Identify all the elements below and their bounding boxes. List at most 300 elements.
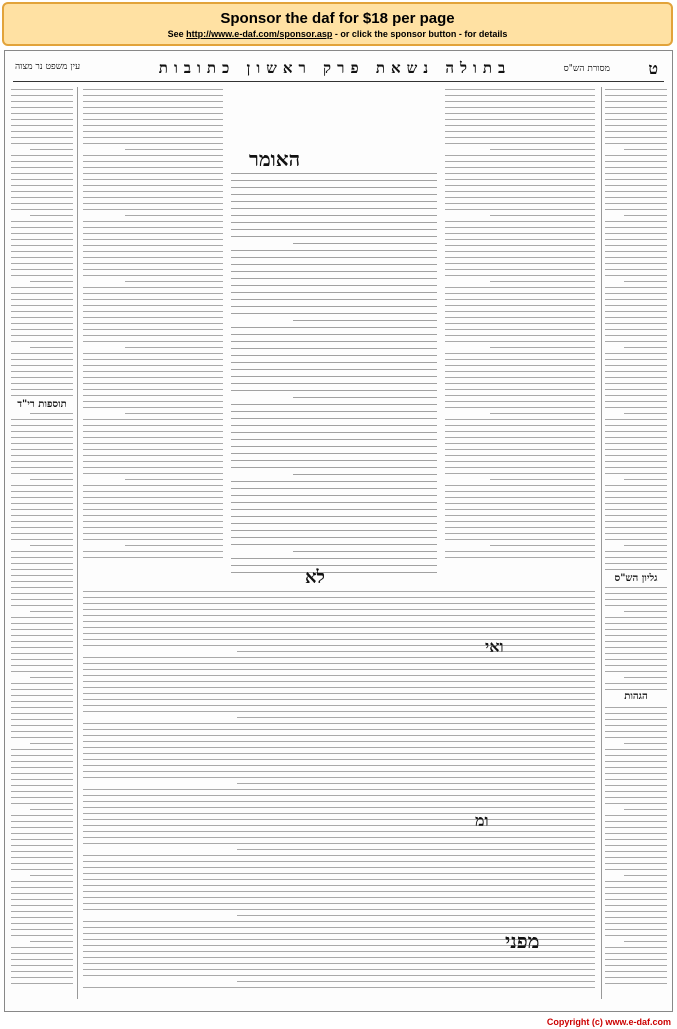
text-line — [605, 935, 667, 937]
text-line — [605, 785, 667, 787]
text-line — [231, 180, 437, 182]
text-line — [605, 635, 667, 637]
text-line — [30, 809, 73, 811]
text-line — [83, 843, 595, 845]
text-line — [490, 479, 595, 481]
text-line — [11, 935, 73, 937]
text-line — [11, 755, 73, 757]
text-line — [445, 95, 595, 97]
text-line — [83, 239, 223, 241]
text-line — [83, 377, 223, 379]
text-line — [83, 837, 595, 839]
text-line — [83, 101, 223, 103]
text-line — [231, 418, 437, 420]
text-line — [83, 143, 223, 145]
text-line — [445, 137, 595, 139]
text-line — [83, 521, 223, 523]
sponsor-subtitle-suffix: - or click the sponsor button - for details — [332, 29, 508, 39]
text-line — [231, 278, 437, 280]
text-line — [11, 299, 73, 301]
text-line — [605, 947, 667, 949]
text-line — [605, 725, 667, 727]
text-line — [605, 527, 667, 529]
text-line — [445, 377, 595, 379]
text-line — [11, 173, 73, 175]
text-line — [83, 455, 223, 457]
text-line — [83, 771, 595, 773]
text-line — [11, 311, 73, 313]
text-line — [83, 633, 595, 635]
text-line — [11, 185, 73, 187]
text-line — [605, 227, 667, 229]
text-line — [11, 497, 73, 499]
text-line — [83, 873, 595, 875]
text-line — [11, 857, 73, 859]
text-line — [83, 645, 595, 647]
text-line — [605, 101, 667, 103]
text-line — [83, 807, 595, 809]
text-line — [605, 623, 667, 625]
text-line — [445, 371, 595, 373]
text-line — [605, 251, 667, 253]
text-line — [445, 251, 595, 253]
tosafot-column — [83, 89, 223, 559]
text-line — [125, 479, 223, 481]
text-line — [11, 161, 73, 163]
text-line — [605, 869, 667, 871]
text-line — [83, 987, 595, 989]
text-line — [231, 362, 437, 364]
text-line — [231, 411, 437, 413]
text-line — [605, 965, 667, 967]
text-line — [605, 929, 667, 931]
text-line — [605, 377, 667, 379]
text-line — [11, 839, 73, 841]
text-line — [231, 250, 437, 252]
text-line — [83, 389, 223, 391]
text-line — [445, 173, 595, 175]
text-line — [605, 569, 667, 571]
text-line — [605, 125, 667, 127]
text-line — [445, 437, 595, 439]
text-line — [125, 545, 223, 547]
text-line — [11, 665, 73, 667]
text-line — [83, 939, 595, 941]
text-line — [293, 474, 437, 476]
right-margin-header: מסורת הש"ס — [563, 64, 610, 74]
text-line — [83, 687, 595, 689]
text-line — [445, 473, 595, 475]
text-line — [11, 653, 73, 655]
text-line — [624, 743, 667, 745]
text-line — [445, 275, 595, 277]
text-line — [11, 563, 73, 565]
text-line — [605, 515, 667, 517]
text-line — [231, 173, 437, 175]
text-line — [605, 959, 667, 961]
text-line — [11, 659, 73, 661]
text-line — [445, 557, 595, 559]
text-line — [11, 719, 73, 721]
text-line — [83, 639, 595, 641]
text-line — [445, 503, 595, 505]
text-line — [605, 119, 667, 121]
text-line — [231, 537, 437, 539]
text-line — [605, 971, 667, 973]
text-line — [231, 355, 437, 357]
text-line — [231, 313, 437, 315]
text-line — [490, 215, 595, 217]
text-line — [11, 725, 73, 727]
text-line — [83, 813, 595, 815]
text-line — [605, 89, 667, 91]
text-line — [83, 951, 595, 953]
text-line — [231, 439, 437, 441]
text-line — [11, 461, 73, 463]
text-line — [605, 209, 667, 211]
text-line — [83, 209, 223, 211]
text-line — [11, 863, 73, 865]
opening-word: האומר — [249, 147, 301, 171]
text-line — [231, 292, 437, 294]
text-line — [11, 851, 73, 853]
text-line — [83, 621, 595, 623]
text-line — [11, 101, 73, 103]
text-line — [83, 227, 223, 229]
text-line — [83, 957, 595, 959]
text-line — [605, 467, 667, 469]
text-line — [83, 879, 595, 881]
text-line — [11, 785, 73, 787]
text-line — [605, 821, 667, 823]
text-line — [605, 485, 667, 487]
text-line — [11, 845, 73, 847]
text-line — [83, 735, 595, 737]
text-line — [445, 509, 595, 511]
text-line — [11, 395, 73, 397]
text-line — [83, 311, 223, 313]
text-line — [11, 143, 73, 145]
text-line — [605, 845, 667, 847]
text-line — [605, 983, 667, 985]
text-line — [624, 941, 667, 943]
text-line — [11, 269, 73, 271]
text-line — [11, 959, 73, 961]
text-line — [605, 551, 667, 553]
text-line — [445, 155, 595, 157]
text-line — [11, 971, 73, 973]
text-line — [11, 797, 73, 799]
text-line — [11, 113, 73, 115]
text-line — [231, 376, 437, 378]
text-line — [11, 977, 73, 979]
text-line — [445, 197, 595, 199]
text-line — [231, 502, 437, 504]
text-line — [30, 149, 73, 151]
text-line — [11, 125, 73, 127]
text-line — [624, 215, 667, 217]
text-line — [83, 179, 223, 181]
text-line — [445, 263, 595, 265]
text-line — [83, 95, 223, 97]
text-line — [605, 137, 667, 139]
text-line — [11, 617, 73, 619]
text-line — [605, 233, 667, 235]
text-line — [30, 413, 73, 415]
text-line — [11, 221, 73, 223]
text-line — [11, 587, 73, 589]
text-line — [605, 191, 667, 193]
text-line — [11, 521, 73, 523]
text-line — [605, 839, 667, 841]
text-line — [445, 407, 595, 409]
text-line — [83, 125, 223, 127]
text-line — [605, 371, 667, 373]
text-line — [605, 851, 667, 853]
text-line — [11, 527, 73, 529]
text-line — [605, 389, 667, 391]
text-line — [11, 539, 73, 541]
text-line — [83, 789, 595, 791]
text-line — [11, 551, 73, 553]
text-line — [445, 533, 595, 535]
text-line — [83, 245, 223, 247]
text-line — [445, 143, 595, 145]
text-line — [445, 383, 595, 385]
text-line — [11, 983, 73, 985]
text-line — [237, 915, 595, 917]
text-line — [624, 149, 667, 151]
text-line — [11, 275, 73, 277]
text-line — [231, 460, 437, 462]
left-separator — [77, 87, 78, 999]
text-line — [11, 449, 73, 451]
text-line — [11, 227, 73, 229]
text-line — [11, 359, 73, 361]
text-line — [445, 269, 595, 271]
text-line — [445, 209, 595, 211]
text-line — [11, 167, 73, 169]
text-line — [125, 347, 223, 349]
text-line — [231, 215, 437, 217]
text-line — [11, 557, 73, 559]
text-line — [237, 651, 595, 653]
text-line — [231, 187, 437, 189]
text-line — [605, 755, 667, 757]
text-line — [11, 437, 73, 439]
text-line — [83, 615, 595, 617]
text-line — [83, 323, 223, 325]
text-line — [237, 849, 595, 851]
text-line — [445, 419, 595, 421]
text-line — [445, 125, 595, 127]
text-line — [605, 815, 667, 817]
text-line — [11, 827, 73, 829]
text-line — [605, 503, 667, 505]
text-line — [11, 329, 73, 331]
text-line — [605, 761, 667, 763]
text-line — [83, 933, 595, 935]
text-line — [11, 431, 73, 433]
text-line — [11, 251, 73, 253]
text-line — [231, 383, 437, 385]
text-line — [11, 821, 73, 823]
left-margin-column — [11, 89, 73, 989]
text-line — [605, 563, 667, 565]
text-line — [624, 809, 667, 811]
text-line — [11, 287, 73, 289]
text-line — [605, 899, 667, 901]
text-line — [231, 285, 437, 287]
text-line — [445, 425, 595, 427]
text-line — [11, 767, 73, 769]
text-line — [11, 629, 73, 631]
text-line — [83, 603, 595, 605]
text-line — [445, 287, 595, 289]
text-line — [11, 749, 73, 751]
text-line — [605, 323, 667, 325]
text-line — [30, 611, 73, 613]
text-line — [11, 965, 73, 967]
text-line — [231, 530, 437, 532]
text-line — [83, 975, 595, 977]
text-line — [11, 383, 73, 385]
text-line — [605, 365, 667, 367]
text-line — [231, 432, 437, 434]
text-line — [605, 329, 667, 331]
text-line — [231, 229, 437, 231]
text-line — [83, 131, 223, 133]
text-line — [83, 921, 595, 923]
text-line — [605, 713, 667, 715]
text-line — [11, 197, 73, 199]
sponsor-link[interactable]: http://www.e-daf.com/sponsor.asp — [186, 29, 333, 39]
text-line — [83, 945, 595, 947]
text-line — [83, 539, 223, 541]
text-line — [83, 197, 223, 199]
text-line — [11, 203, 73, 205]
text-line — [445, 299, 595, 301]
text-line — [624, 281, 667, 283]
text-line — [605, 953, 667, 955]
text-line — [83, 927, 595, 929]
text-line — [11, 773, 73, 775]
sponsor-banner[interactable] — [2, 2, 673, 46]
text-line — [445, 257, 595, 259]
text-line — [231, 334, 437, 336]
text-line — [83, 963, 595, 965]
text-line — [605, 923, 667, 925]
text-line — [83, 251, 223, 253]
text-line — [605, 659, 667, 661]
text-line — [83, 443, 223, 445]
text-line — [83, 903, 595, 905]
text-line — [83, 891, 595, 893]
text-line — [624, 677, 667, 679]
text-line — [83, 753, 595, 755]
text-line — [83, 551, 223, 553]
text-line — [83, 795, 595, 797]
text-line — [605, 887, 667, 889]
mishna-word-2: ואי — [485, 637, 504, 656]
text-line — [445, 179, 595, 181]
text-line — [231, 516, 437, 518]
text-line — [231, 327, 437, 329]
text-line — [83, 335, 223, 337]
text-line — [83, 191, 223, 193]
text-line — [83, 627, 595, 629]
text-line — [83, 705, 595, 707]
text-line — [83, 609, 595, 611]
text-line — [83, 831, 595, 833]
text-line — [83, 317, 223, 319]
text-line — [11, 491, 73, 493]
text-line — [83, 897, 595, 899]
text-line — [624, 875, 667, 877]
gemara-column — [231, 173, 437, 573]
text-line — [83, 909, 595, 911]
text-line — [30, 347, 73, 349]
text-line — [605, 521, 667, 523]
text-line — [624, 545, 667, 547]
text-line — [605, 791, 667, 793]
text-line — [83, 431, 223, 433]
text-line — [11, 455, 73, 457]
text-line — [11, 131, 73, 133]
text-line — [83, 461, 223, 463]
text-line — [605, 773, 667, 775]
text-line — [83, 353, 223, 355]
text-line — [445, 515, 595, 517]
text-line — [11, 293, 73, 295]
text-line — [11, 107, 73, 109]
text-line — [11, 443, 73, 445]
text-line — [83, 473, 223, 475]
text-line — [605, 593, 667, 595]
text-line — [605, 257, 667, 259]
text-line — [231, 425, 437, 427]
text-line — [445, 161, 595, 163]
text-line — [605, 155, 667, 157]
text-line — [11, 947, 73, 949]
text-line — [11, 191, 73, 193]
text-line — [231, 481, 437, 483]
text-line — [605, 917, 667, 919]
text-line — [605, 95, 667, 97]
text-line — [237, 717, 595, 719]
text-line — [605, 305, 667, 307]
text-line — [83, 491, 223, 493]
text-line — [125, 215, 223, 217]
text-line — [490, 413, 595, 415]
text-line — [231, 558, 437, 560]
text-line — [83, 185, 223, 187]
text-line — [445, 365, 595, 367]
text-line — [445, 401, 595, 403]
text-line — [293, 243, 437, 245]
text-line — [605, 143, 667, 145]
text-line — [11, 695, 73, 697]
text-line — [445, 131, 595, 133]
text-line — [605, 863, 667, 865]
text-line — [11, 893, 73, 895]
text-line — [83, 257, 223, 259]
text-line — [445, 101, 595, 103]
text-line — [445, 233, 595, 235]
text-line — [445, 89, 595, 91]
text-line — [605, 557, 667, 559]
text-line — [490, 347, 595, 349]
